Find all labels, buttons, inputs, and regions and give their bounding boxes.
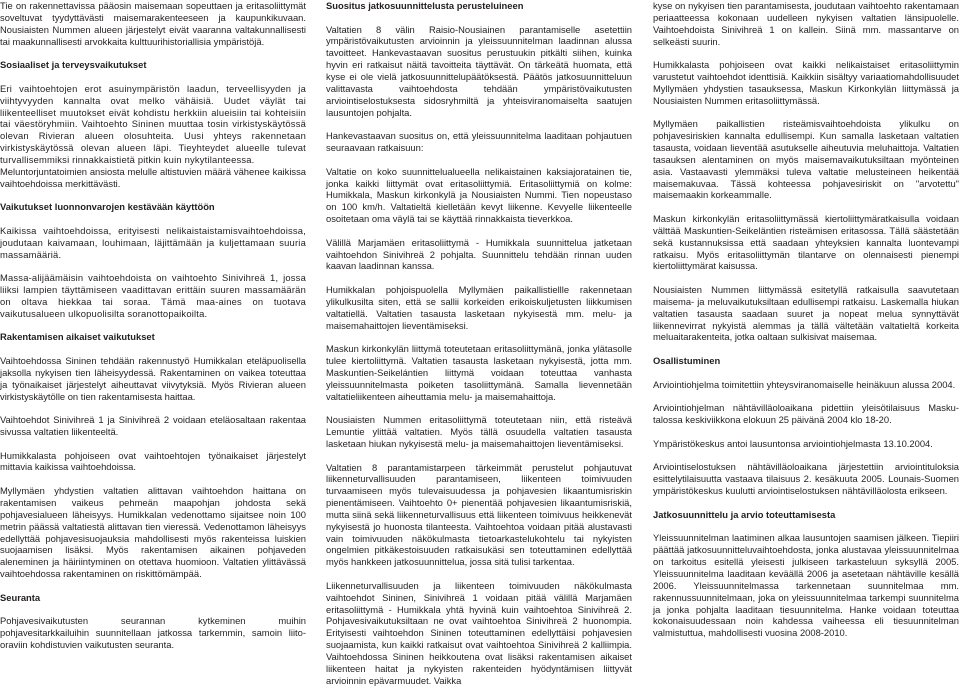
body-paragraph: Massa-alijäämäisin vaihtoehdoista on vaihtoehto Sinivihreä 1, jossa liiksi lampien täyttämiseen vaadittavan erittäin suuren massamäärän on oltava hiekkaa tai soraa. Tämä maa-aines on tuotava vaikutusalueen ulkopuolisilta soranottopaikoilta. [0, 272, 306, 319]
body-paragraph: Arviointiohjelma toimitettiin yhteysviranomaiselle heinäkuun alussa 2004. [653, 378, 956, 390]
body-paragraph: Hankevastaavan suositus on, että yleissuunnitelma laaditaan pohjautuen seuraavaan ratkaisuun: [326, 130, 632, 154]
body-paragraph: Maskun kirkonkylän liittymä toteutetaan eritasoliittymänä, jonka ylätasolle tulee kiertoliittymä. Valtatien tasausta lasketaan nykyisestä, jotta mm. Maskuntien-Seikelántien liittymä voidaan toteuttaa vanhasta yleissuunnitelmasta poiketen tasoliittymänä. Samalla lievennetään valtatieliikenteen aiheuttamia melu- ja maisemahaittoja. [326, 343, 632, 402]
body-paragraph: Meluntorjuntatoimien ansiosta melulle altistuvien määrä vähenee kaikissa vaihtoehdoissa merkittävästi. [0, 165, 306, 189]
body-paragraph: Valtatien 8 välin Raisio-Nousiainen parantamiselle asetettiin ympäristövaikutusten arvioinnin ja yleissuunnitelman laadinnan alussa tavoitteet. Hankevastaavan suositus perustuukin pitkälti siihen, kuinka hyvin eri ratkaisut näitä tavoitteita täyttävät. On tärkeätä huomata, että kyse ei ole vielä jatkosuunnittelupäätöksestä. Päätös jatkosuunnitteluun valittavasta vaihtoehdosta tehdään ympäristövaikutusten arviointiselostuksesta sidosryhmiltä ja yhteisviranomaiselta saatujen lausuntojen pohjalta. [326, 23, 632, 118]
section-heading: Seuranta [0, 591, 41, 603]
body-paragraph: Välillä Marjamäen eritasoliittymä - Humikkala suunnittelua jatketaan vaihtoehdon Sinivihreä 2 pohjalta. Suunnittelu tehdään rinnan uuden kaavan laadinnan kanssa. [326, 236, 632, 272]
text-column-3 [653, 0, 959, 639]
body-paragraph: Yleissuunnitelman laatiminen alkaa lausuntojen saamisen jälkeen. Tiepiiri päättää jatkosuunnitteluvaihtoehdosta, jonka alustavaa yleissuunnitelmaa on tarkoitus esitellä yleisesti julkiseen tarkasteluun syksyllä 2005. Yleissuunnitelma laaditaan keväällä 2006 ja asetetaan nähtäville kesällä 2006. Yleissuunnitelmassa tarkennetaan suunnitelmaa mm. rakennussuunnitelmaan, joka on yleissuunnitelmaa tarkempi suunnitelma ja jonka pohjalta laaditaan tiesuunnitelma. Hanke voidaan toteuttaa kokonaisuudessaan noin kahdessa vaiheessa eli tiesuunnitelman valmistuttua, mahdollisesti vuosina 2008-2010. [653, 532, 959, 639]
section-heading: Suositus jatkosuunnittelusta perusteluineen [326, 0, 524, 11]
body-paragraph: Tie on rakennettavissa pääosin maisemaan sopeuttaen ja eritasoliittymät soveltuvat tyydyttävästi maisemarakenteeseen ja kaupunkikuvaan. Nousiaisten Nummen alueen järjestelyt eivät vaaranna valtakunnallisesti tai maakunnallisesti arvokkaita kulttuurihistoriallisia ympäristöjä. [0, 0, 306, 47]
body-paragraph: Vaihtoehdossa Sininen tehdään rakennustyö Humikkalan eteläpuolisella jaksolla nykyisen tien läheisyydessä. Rakentaminen on vaikea toteuttaa ja työnaikaiset järjestelyt aiheuttavat viivytyksiä. Myös Rivieran alueen virkistyskäytölle on tien rakentamisesta haittaa. [0, 354, 306, 402]
text-column-1 [0, 0, 306, 650]
body-paragraph: Liikenneturvallisuuden ja liikenteen toimivuuden näkökulmasta vaihtoehdot Sininen, Sinivihreä 1 voidaan pitää välillä Marjamäen eritasoliittymä - Humikkala yhtä hyvinä kuin vaihtoehtoa Sinivihreä 2. Pohjavesivaikutuksiltaan ne ovat vaihtoehtoa Sinivihreä 2 huonompia. Erityisesti vaihtoehdon Sininen toteuttaminen edellyttäisi pohjavesien suojaamista, kun kaikki ratkaisut ovat vaihtoehtoa Sinivihreä 2 kalliimpia. Vaihtoehdossa Sininen heikkoutena ovat lisäksi rakentamisen aikaiset liikenteen haitat ja nykyisten rakenteiden hyödyntämisen liittyvät arvioinnin epävarmuudet. Vaikka [326, 579, 632, 686]
body-paragraph: Nousiaisten Nummen liittymässä esitetyllä ratkaisulla saavutetaan maisema- ja meluvaikutuksiltaan edullisempi ratkaisu. Laskemalla hiukan valtatien tasausta saadaan suuret ja nopeat melua synnyttävät liikennevirrat nykyistä alemmas ja tällä vältetään valtatieltä korkeita meluaitarakenteita, jotka oaltaan sulkisivat maisemaa. [653, 284, 959, 343]
body-paragraph: Myllymäen yhdystien valtatien alittavan vaihtoehdon haittana on rakentamisen vaikeus pehmeän maapohjan johdosta sekä pohjavesialueen läheisyys. Humikkalan vedenottamo sijaitsee noin 100 metrin päässä valtatiestä alittavan tien vieressä. Vedenottamon läheisyys edellyttää pohjavesisuojauksia mahdollisesti myös rakenteissa luiskien suojaamisen lisäksi. Myös rakentamisen aikainen pohjaveden aleneminen ja häiriintyminen on otettava huomioon. Valtatien ylittävässä vaihtoehdossa rakentaminen on riskittömämpää. [0, 485, 306, 580]
section-heading: Osallistuminen [653, 355, 721, 367]
body-paragraph: Valtatien 8 parantamistarpeen tärkeimmät perustelut pohjautuvat liikenneturvallisuuden parantamiseen, liikenteen toimivuuden turvaamiseen myös tulevaisuudessa ja pohjavesien likaantumisriskin pienentämiseen. Vaihtoehto 0+ pienentää pohjavesien likaantumisriskiä, mutta siinä sekä liikenneturvallisuus että liikenteen toimivuus heikkenevät nykyisestä jo huonosta tilanteesta. Vaihtoehtoa voidaan pitää alustavasti vain toimivuuden näkökulmasta tietoarkastelukohtelu tai nykyisten ongelmien pitkäkestoisuuden ratkaisukäsi sen toteuttaminen edellyttää myös hankkeen jatkosuunnittelua, jossa sitä tulisi tarkentaa. [326, 461, 632, 568]
body-paragraph: Humikkalan pohjoispuolella Myllymäen paikallistiellle rakennetaan ylikulkusilta siten, että se sallii korkeiden erikoiskuljetusten liikkumisen valtatiellä. Valtatien tasausta lasketaan nykyisestä mm. melu- ja maisemahaittojen lieventämiseksi. [326, 284, 632, 331]
text-column-2 [326, 0, 632, 686]
body-paragraph: Vaihtoehdot Sinivihreä 1 ja Sinivihreä 2 voidaan eteläosaltaan rakentaa sivussa valtatien liikenteeltä. [0, 414, 306, 437]
body-paragraph: Humikkalasta pohjoiseen ovat vaihtoehtojen työnaikaiset järjestelyt mittavia kaikissa vaihtoehdoissa. [0, 449, 306, 473]
body-paragraph: Eri vaihtoehtojen erot asuinympäristön laadun, terveellisyyden ja viihtyvyyden kannalta ovat melko vähäisiä. Uudet väylät tai liikenteelliset muutokset eivät kohdistu herkkiin alueisiin tai kohteisiin tai väestöryhmiin. Vaihtoehto Sininen muuttaa tosin virkistyskäytössä olevan Rivieran alueen olosuhteita. Uusi yhteys rakennetaan virkistyskäytössä olevan alueen läpi. Tieyhteydet alueelle tulevat turvallisemmiksi rinnakkaistietä pitkin kuin nykytilanteessa. [0, 82, 306, 165]
body-paragraph: Kaikissa vaihtoehdoissa, erityisesti nelikaistaistamisvaihtoehdoissa, joudutaan kaivamaan, louhimaan, läjittämään ja kuljettamaan suuria massamääriä. [0, 224, 306, 260]
body-paragraph: Arviointiselostuksen nähtävilläoloaikana järjestettiin arviointituloksia esittelytilaisuutta vastaava tilaisuus 2. kesäkuuta 2005. Lounais-Suomen ympäristökeskus kuulutti arviointiselostuksen nähtävilläolosta erikseen. [653, 461, 959, 497]
section-heading: Jatkosuunnittelu ja arvio toteuttamisesta [653, 508, 836, 520]
body-paragraph: kyse on nykyisen tien parantamisesta, joudutaan vaihtoehto rakentamaan periaatteessa kokonaan uudelleen nykyisen valtatien länsipuolelle. Vaihtoehdoista Sinivihreä 1 on kallein. Siinä mm. massantarve on selkeästi suurin. [653, 0, 959, 47]
section-heading: Sosiaaliset ja terveysvaikutukset [0, 59, 147, 71]
body-paragraph: Humikkalasta pohjoiseen ovat kaikki nelikaistaiset eritasoliittymin varustetut vaihtoehdot identtisiä. Kaikkiin sisältyy variaatiomahdollisuudet Myllymäen yhdystien tasauksessa, Maskun Kirkonkylän liittymässä ja Nousiaisten Nummen eritasoliittymässä. [653, 59, 959, 106]
body-paragraph: Ympäristökeskus antoi lausuntonsa arviointiohjelmasta 13.10.2004. [653, 437, 933, 449]
body-paragraph: Nousiaisten Nummen eritasoliittymä toteutetaan niin, että risteävä Lemuntie ylittää valtatien. Myös tällä osuudella valtatien tasausta lasketaan hiukan nykyisestä melu- ja maisemahaittojen lieventämiseksi. [326, 414, 632, 449]
body-paragraph: Pohjavesivaikutusten seurannan kytkeminen muihin pohjavesitarkkailuihin suunnitellaan jatkossa tarkemmin, samoin liito-oraviin kohdistuvien vaikutusten seuranta. [0, 615, 306, 650]
body-paragraph: Myllymäen paikallistien risteämisvaihtoehdoista ylikulku on pohjavesiriskien kannalta edullisempi. Kun samalla lasketaan valtatien tasausta, voidaan lieventää asutukselle aiheutuvia meluhaittoja. Valtatien tasauksen alentaminen on myös maisemavaikutuksiltaan myönteinen asia. Vastaavasti ylemmäksi tuleva valtatie melusteineen heikentää maisemakuvaa. Tässä kohteessa pohjavesiriskit on "arvotettu" maisemaakin korkeammalle. [653, 118, 959, 201]
body-paragraph: Arviointiohjelman nähtävilläoloaikana pidettiin yleisötilaisuus Masku-talossa keskiviikkona elokuun 25 päivänä 2004 klo 18-20. [653, 402, 959, 426]
section-heading: Vaikutukset luonnonvarojen kestävään käyttöön [0, 201, 215, 213]
body-paragraph: Maskun kirkonkylän eritasoliittymässä kiertoliittymäratkaisulla voidaan välttää Maskuntien-Seikeläntien risteämisen eritasossa. Tällä säästetään sekä kustannuksissa että saadaan yhteyksien kannalta luontevampi ratkaisu. Myös eritasoliittymän tilantarve on olennaisesti pienempi kiertoliittymärat kaisussa. [653, 213, 959, 272]
section-heading: Rakentamisen aikaiset vaikutukset [0, 331, 155, 343]
body-paragraph: Valtatie on koko suunnittelualueella nelikaistainen kaksiajoratainen tie, jonka kaikki liittymät ovat eritasoliittymiä. Eritasoliittymiä on kolme: Humikkala, Maskun kirkonkylä ja Nousiaisten Nummi. Tien nopeustaso on 100 km/h. Valtatieltä kielletään kevyt liikenne. Kevyelle liikenteelle osoitetaan oma väylä tai se käyttää rinnakkaista tieverkkoa. [326, 165, 632, 225]
